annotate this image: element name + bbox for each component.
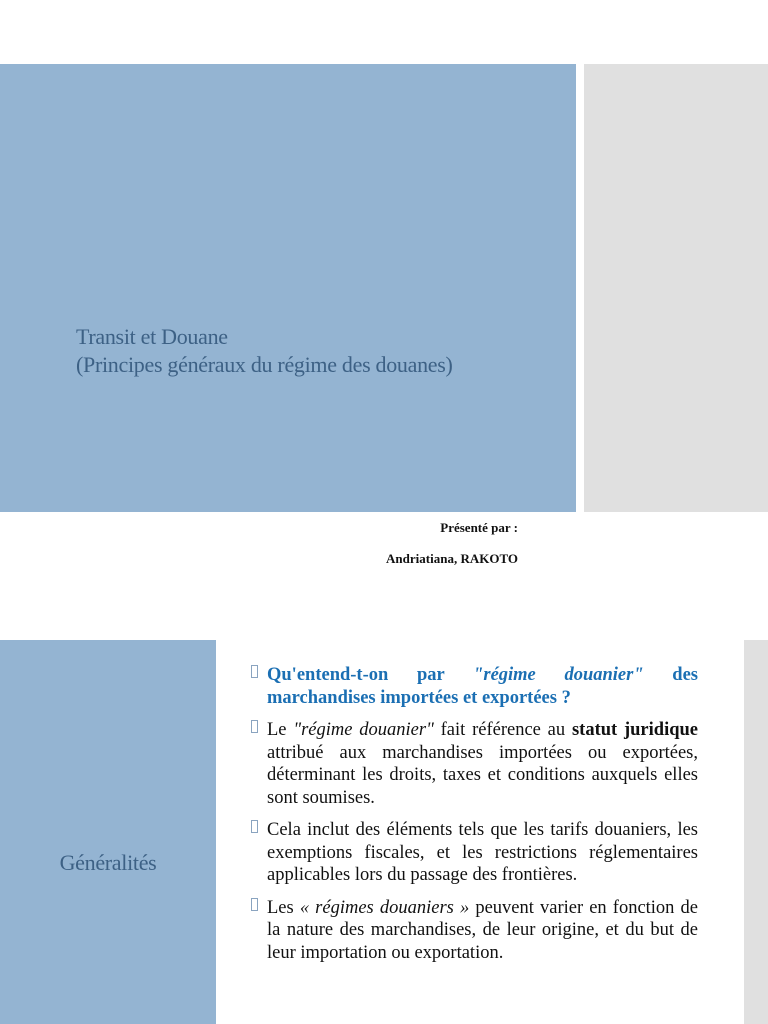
bullet-text: peuvent varier en fonction de la nature des marchandises, de leur origine, et du but de leur importation ou exportation. [267,897,699,963]
presented-by-label: Présenté par : [440,520,518,535]
bullet-list [250,664,698,974]
slide-title [76,323,566,379]
presenter-name: Andriatiana, RAKOTO [386,551,518,566]
bullet-variation [250,897,698,965]
bullet-text: Le [267,720,294,740]
presenter-block [386,520,518,567]
slide-title-line-2: (Principes généraux du régime des douanes) [76,352,453,377]
bullet-square-icon [251,665,258,678]
bullet-question [250,664,698,709]
bullet-definition [250,719,698,809]
title-side-panel [584,64,768,512]
section-title: Généralités [59,850,157,875]
bullet-text: fait référence au [433,720,572,740]
bullet-square-icon [251,720,258,733]
bullet-text: Les [267,897,300,918]
bullet-square-icon [251,898,258,911]
bullet-square-icon [251,820,258,833]
bullet-text-italic: "régime douanier" [473,665,644,685]
bullet-text: attribué aux marchandises importées ou exportées, déterminant les droits, taxes et conditions auxquels elles sont soumises. [267,742,698,808]
bullet-text-italic: "régime douanier" [293,720,434,740]
bullet-elements [250,819,698,887]
bullet-text: Cela inclut des éléments tels que les tarifs douaniers, les exemptions fiscales, et les restrictions réglementaires applicables lors du passage des frontières. [267,820,698,885]
slide-title-line-1: Transit et Douane [76,324,228,349]
section-panel [0,640,216,1024]
bullet-text: des marchandises importées et exportées ? [267,665,698,708]
bullet-text-bold: statut juridique [571,720,698,740]
section-side-panel [744,640,768,1024]
title-panel [0,64,576,512]
bullet-text: Qu'entend-t-on par [267,665,474,685]
bullet-text-italic: « régimes douaniers » [299,897,470,918]
